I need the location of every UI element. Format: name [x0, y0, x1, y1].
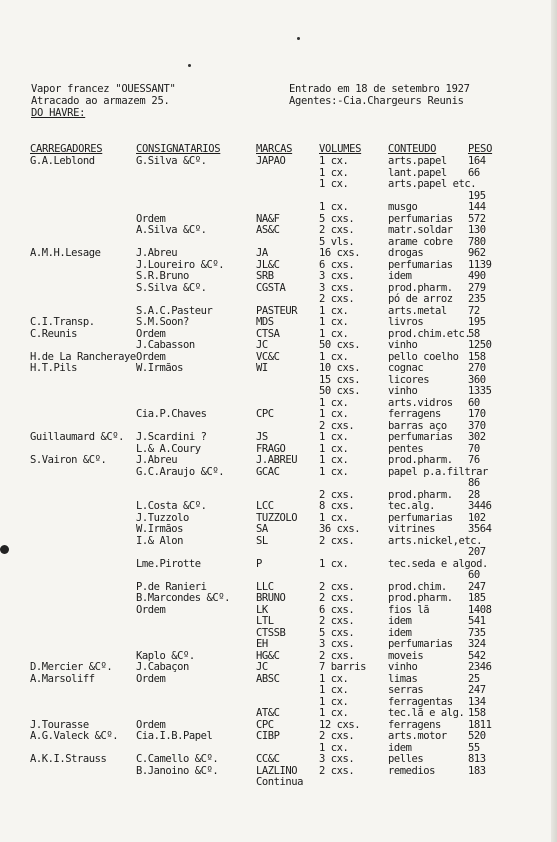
cell-mark: JAPAO: [256, 155, 286, 167]
cell-mark: Continua: [256, 776, 303, 788]
table-row: [0, 271, 557, 283]
cell-mark: JS: [256, 431, 268, 443]
cell-volume: 6 cxs.: [319, 603, 355, 616]
header-right: [289, 83, 470, 107]
cell-weight: 158: [468, 350, 486, 363]
entry-date: Entrado em 18 de setembro 1927: [289, 83, 470, 95]
cell-weight: 324: [468, 638, 486, 650]
cell-content: arts.nickel,etc.: [388, 534, 482, 547]
cell-shipper: H.de La Rancheraye: [30, 350, 136, 363]
cell-volume: 50 cxs.: [319, 385, 361, 397]
cell-mark: AT&C: [256, 707, 280, 719]
cell-mark: JC: [256, 339, 268, 351]
cell-content: tec.alg.: [388, 500, 435, 512]
cell-mark: SA: [256, 523, 268, 535]
cell-weight: 134: [468, 695, 486, 708]
table-row: [0, 639, 557, 651]
cell-volume: 1 cx.: [319, 672, 349, 685]
cell-content: serras: [388, 684, 424, 696]
cell-consignee: Lme.Pirotte: [136, 557, 201, 570]
table-row: [0, 363, 557, 375]
cell-content: vinho: [388, 385, 418, 397]
cell-consignee: Ordem: [136, 718, 166, 731]
cell-content: perfumarias: [388, 431, 453, 443]
cell-weight: 247: [468, 684, 486, 696]
vessel-name: Vapor francez "OUESSANT": [31, 83, 176, 95]
cell-consignee: Ordem: [136, 327, 166, 340]
cell-shipper: G.A.Leblond: [30, 155, 95, 167]
cell-consignee: L.& A.Coury: [136, 442, 201, 455]
cell-weight: 144: [468, 201, 486, 213]
cell-volume: 7 barris: [319, 661, 366, 673]
cell-volume: 5 vls.: [319, 235, 355, 248]
cell-consignee: G.C.Araujo &Cº.: [136, 465, 225, 478]
cell-content: fios lã: [388, 603, 430, 616]
cell-volume: 5 cxs.: [319, 212, 355, 225]
cell-consignee: Cia.I.B.Papel: [136, 730, 213, 742]
cell-mark: LK: [256, 603, 268, 616]
cell-volume: 1 cx.: [319, 695, 349, 708]
table-row: [0, 317, 557, 329]
table-row: [0, 225, 557, 237]
cell-consignee: Ordem: [136, 603, 166, 616]
cell-weight: 270: [468, 362, 486, 374]
cell-weight: 3564: [468, 523, 492, 535]
table-row: [0, 777, 557, 789]
cell-volume: 2 cxs.: [319, 730, 355, 742]
col-header-contents: CONTEUDO: [388, 143, 437, 155]
cell-consignee: Ordem: [136, 350, 166, 363]
cell-volume: 1 cx.: [319, 316, 349, 328]
cell-volume: 3 cxs.: [319, 270, 355, 282]
cell-mark: JA: [256, 247, 268, 259]
cell-volume: 1 cx.: [319, 684, 349, 696]
table-row: [0, 455, 557, 467]
cell-consignee: J.Abreu: [136, 454, 178, 466]
cell-shipper: H.T.Pils: [30, 362, 77, 374]
cell-volume: 1 cx.: [319, 454, 349, 466]
cell-volume: 2 cxs.: [319, 592, 355, 604]
cell-consignee: Kaplo &Cº.: [136, 649, 195, 662]
cell-volume: 2 cxs.: [319, 419, 355, 432]
cell-consignee: S.Silva &Cº.: [136, 281, 207, 294]
cell-volume: 36 cxs.: [319, 523, 361, 535]
cell-volume: 12 cxs.: [319, 718, 361, 731]
cell-volume: 1 cx.: [319, 304, 349, 317]
cell-content: arts.papel etc.: [388, 178, 477, 190]
cell-weight: 370: [468, 419, 486, 432]
cell-shipper: S.Vairon &Cº.: [30, 454, 107, 466]
table-row: [0, 708, 557, 720]
cell-volume: 2 cxs.: [319, 293, 355, 305]
cell-consignee: G.Silva &Cº.: [136, 155, 207, 167]
cell-weight: 28: [468, 488, 480, 501]
cell-content: arts.motor: [388, 730, 447, 742]
cell-mark: LAZLINO: [256, 764, 298, 777]
cell-consignee: P.de Ranieri: [136, 580, 207, 593]
cell-consignee: A.Silva &Cº.: [136, 224, 207, 236]
cell-mark: FRAGO: [256, 442, 286, 455]
cell-volume: 1 cx.: [319, 465, 349, 478]
table-row: [0, 547, 557, 559]
cell-volume: 1 cx.: [319, 431, 349, 443]
cell-volume: 8 cxs.: [319, 500, 355, 512]
table-row: [0, 432, 557, 444]
cell-content: ferragens: [388, 718, 441, 731]
table-row: [0, 340, 557, 352]
cell-content: musgo: [388, 201, 418, 213]
cell-weight: 195: [468, 189, 486, 202]
cell-volume: 3 cxs.: [319, 753, 355, 765]
cell-volume: 2 cxs.: [319, 580, 355, 593]
cell-volume: 1 cx.: [319, 201, 349, 213]
table-row: [0, 202, 557, 214]
cell-content: arame cobre: [388, 235, 453, 248]
cell-volume: 1 cx.: [319, 408, 349, 420]
cell-content: livros: [388, 316, 424, 328]
agents: Agentes:-Cia.Chargeurs Reunis: [289, 95, 464, 107]
cell-weight: 207: [468, 546, 486, 558]
cell-volume: 1 cx.: [319, 155, 349, 167]
cell-mark: JL&C: [256, 258, 280, 271]
table-row: [0, 731, 557, 743]
berth-info: Atracado ao armazem 25.: [31, 95, 170, 107]
cell-content: pó de arroz: [388, 293, 453, 305]
cell-content: licores: [388, 373, 430, 386]
cell-mark: JC: [256, 661, 268, 673]
cell-consignee: S.R.Bruno: [136, 270, 189, 282]
header-left: [31, 83, 176, 119]
cell-weight: 1335: [468, 385, 492, 397]
cell-weight: 86: [468, 477, 480, 489]
cell-weight: 185: [468, 592, 486, 604]
cell-shipper: J.Tourasse: [30, 718, 89, 731]
table-row: [0, 409, 557, 421]
cell-weight: 102: [468, 511, 486, 524]
cell-volume: 1 cx.: [319, 442, 349, 455]
cell-volume: 5 cxs.: [319, 626, 355, 639]
table-row: [0, 386, 557, 398]
cell-mark: CPC: [256, 408, 274, 420]
cell-volume: 2 cxs.: [319, 534, 355, 547]
cell-weight: 158: [468, 707, 486, 719]
cell-content: prod.pharm.: [388, 592, 453, 604]
table-row: [0, 616, 557, 628]
cell-mark: GCAC: [256, 465, 280, 478]
cell-mark: VC&C: [256, 350, 280, 363]
cell-content: papel p.a.filtrar: [388, 465, 488, 478]
table-row: [0, 593, 557, 605]
cell-weight: 302: [468, 431, 486, 443]
cell-mark: BRUNO: [256, 592, 286, 604]
cell-mark: J.ABREU: [256, 454, 298, 466]
cell-content: arts.metal: [388, 304, 447, 317]
cell-volume: 1 cx.: [319, 178, 349, 190]
table-row: [0, 478, 557, 490]
cell-consignee: Cia.P.Chaves: [136, 408, 207, 420]
cell-content: matr.soldar: [388, 224, 453, 236]
cell-shipper: C.Reunis: [30, 327, 77, 340]
cell-content: remedios: [388, 764, 435, 777]
cell-mark: PASTEUR: [256, 304, 298, 317]
cell-volume: 2 cxs.: [319, 615, 355, 627]
cell-content: limas: [388, 672, 418, 685]
table-row: [0, 524, 557, 536]
cell-volume: 1 cx.: [319, 166, 349, 179]
cell-mark: HG&C: [256, 649, 280, 662]
table-row: [0, 662, 557, 674]
cell-volume: 1 cx.: [319, 350, 349, 363]
cell-consignee: S.M.Soon?: [136, 316, 189, 328]
cell-shipper: A.G.Valeck &Cº.: [30, 730, 119, 742]
cell-mark: CC&C: [256, 753, 280, 765]
cell-content: drogas: [388, 247, 424, 259]
cell-weight: 60: [468, 396, 480, 409]
cell-weight: 55: [468, 741, 480, 754]
cell-content: barras aço: [388, 419, 447, 432]
cell-content: perfumarias: [388, 638, 453, 650]
cell-volume: 2 cxs.: [319, 649, 355, 662]
table-row: [0, 754, 557, 766]
cell-content: idem: [388, 741, 412, 754]
col-header-shippers: CARREGADORES: [30, 143, 103, 155]
cell-mark: SL: [256, 534, 268, 547]
cell-volume: 1 cx.: [319, 741, 349, 754]
table-row: [0, 179, 557, 191]
cell-volume: 50 cxs.: [319, 339, 361, 351]
cell-content: moveis: [388, 649, 424, 662]
cell-consignee: B.Janoino &Cº.: [136, 764, 219, 777]
cell-weight: 780: [468, 235, 486, 248]
cell-weight: 183: [468, 764, 486, 777]
col-header-consignees: CONSIGNATARIOS: [136, 143, 221, 155]
table-row: [0, 248, 557, 260]
cell-consignee: J.Tuzzolo: [136, 511, 189, 524]
cell-weight: 170: [468, 408, 486, 420]
cell-shipper: A.K.I.Strauss: [30, 753, 107, 765]
cell-weight: 360: [468, 373, 486, 386]
cell-weight: 520: [468, 730, 486, 742]
cell-mark: AS&C: [256, 224, 280, 236]
table-row: [0, 685, 557, 697]
cell-mark: CTSSB: [256, 626, 286, 639]
cell-content: arts.vidros: [388, 396, 453, 409]
cell-weight: 962: [468, 247, 486, 259]
cell-mark: LCC: [256, 500, 274, 512]
cell-consignee: J.Cabaçon: [136, 661, 189, 673]
cell-content: prod.chim.etc.: [388, 327, 471, 340]
cell-consignee: C.Camello &Cº.: [136, 753, 219, 765]
cell-content: cognac: [388, 362, 424, 374]
cell-content: perfumarias: [388, 212, 453, 225]
cell-weight: 66: [468, 166, 480, 179]
cell-weight: 58: [468, 327, 480, 340]
cell-mark: LLC: [256, 580, 274, 593]
cell-volume: 2 cxs.: [319, 488, 355, 501]
cell-content: tec.lã e alg.: [388, 707, 465, 719]
cell-volume: 1 cx.: [319, 707, 349, 719]
cell-volume: 1 cx.: [319, 511, 349, 524]
cell-content: ferragens: [388, 408, 441, 420]
cell-content: prod.chim.: [388, 580, 447, 593]
cell-shipper: A.Marsoliff: [30, 672, 95, 685]
cell-volume: 1 cx.: [319, 327, 349, 340]
cell-content: perfumarias: [388, 258, 453, 271]
cell-volume: 6 cxs.: [319, 258, 355, 271]
cell-weight: 3446: [468, 500, 492, 512]
cell-mark: CPC: [256, 718, 274, 731]
cell-content: perfumarias: [388, 511, 453, 524]
cell-mark: ABSC: [256, 672, 280, 685]
cell-weight: 490: [468, 270, 486, 282]
cell-volume: 15 cxs.: [319, 373, 361, 386]
col-header-weight: PESO: [468, 143, 493, 155]
cell-content: idem: [388, 615, 412, 627]
cell-volume: 1 cx.: [319, 396, 349, 409]
table-row: [0, 156, 557, 168]
cell-shipper: C.I.Transp.: [30, 316, 95, 328]
cell-mark: NA&F: [256, 212, 280, 225]
cell-weight: 235: [468, 293, 486, 305]
cell-weight: 735: [468, 626, 486, 639]
cell-mark: CIBP: [256, 730, 280, 742]
table-row: [0, 501, 557, 513]
cell-consignee: Ordem: [136, 212, 166, 225]
cell-weight: 813: [468, 753, 486, 765]
cell-mark: SRB: [256, 270, 274, 282]
cell-volume: 16 cxs.: [319, 247, 361, 259]
cell-mark: P: [256, 557, 262, 570]
cell-weight: 1811: [468, 718, 492, 731]
cell-content: pello coelho: [388, 350, 459, 363]
cell-weight: 70: [468, 442, 480, 455]
cell-shipper: A.M.H.Lesage: [30, 247, 101, 259]
cell-weight: 60: [468, 569, 480, 581]
cell-content: idem: [388, 626, 412, 639]
cell-consignee: J.Loureiro &Cº.: [136, 258, 225, 271]
cell-content: vitrines: [388, 523, 435, 535]
cell-consignee: L.Costa &Cº.: [136, 500, 207, 512]
cell-consignee: B.Marcondes &Cº.: [136, 592, 230, 604]
cell-weight: 542: [468, 649, 486, 662]
cell-content: vinho: [388, 661, 418, 673]
cell-content: ferragentas: [388, 695, 453, 708]
cell-mark: CTSA: [256, 327, 280, 340]
cell-content: vinho: [388, 339, 418, 351]
cell-content: pentes: [388, 442, 424, 455]
cell-volume: 1 cx.: [319, 557, 349, 570]
table-row: [0, 294, 557, 306]
cell-volume: 3 cxs.: [319, 281, 355, 294]
cell-weight: 195: [468, 316, 486, 328]
cell-mark: CGSTA: [256, 281, 286, 294]
cell-consignee: I.& Alon: [136, 534, 183, 547]
cell-content: idem: [388, 270, 412, 282]
cell-shipper: Guillaumard &Cº.: [30, 431, 124, 443]
cell-content: prod.pharm.: [388, 488, 453, 501]
cell-consignee: J.Scardini ?: [136, 431, 207, 443]
speck: [297, 37, 300, 40]
cell-weight: 76: [468, 454, 480, 466]
cell-shipper: D.Mercier &Cº.: [30, 661, 113, 673]
manifest-rows: [0, 156, 557, 789]
cell-consignee: S.A.C.Pasteur: [136, 304, 213, 317]
cell-content: lant.papel: [388, 166, 447, 179]
cell-volume: 10 cxs.: [319, 362, 361, 374]
col-header-marks: MARCAS: [256, 143, 293, 155]
speck: [188, 64, 191, 67]
cell-weight: 541: [468, 615, 486, 627]
cell-consignee: W.Irmãos: [136, 523, 183, 535]
origin-port: DO HAVRE:: [31, 107, 86, 119]
cell-consignee: J.Abreu: [136, 247, 178, 259]
cell-mark: WI: [256, 362, 268, 374]
cell-volume: 3 cxs.: [319, 638, 355, 650]
cell-weight: 1139: [468, 258, 492, 271]
col-header-volumes: VOLUMES: [319, 143, 362, 155]
cell-content: arts.papel: [388, 155, 447, 167]
cell-volume: 2 cxs.: [319, 224, 355, 236]
cell-weight: 25: [468, 672, 480, 685]
table-row: [0, 570, 557, 582]
cell-mark: LTL: [256, 615, 274, 627]
cell-mark: TUZZOLO: [256, 511, 298, 524]
cell-mark: EH: [256, 638, 268, 650]
cell-weight: 2346: [468, 661, 492, 673]
cell-consignee: J.Cabasson: [136, 339, 195, 351]
cell-weight: 1250: [468, 339, 492, 351]
cell-weight: 1408: [468, 603, 492, 616]
cell-weight: 130: [468, 224, 486, 236]
cell-content: prod.pharm.: [388, 281, 453, 294]
cell-weight: 572: [468, 212, 486, 225]
cell-mark: MDS: [256, 316, 274, 328]
cell-consignee: W.Irmãos: [136, 362, 183, 374]
cell-volume: 2 cxs.: [319, 764, 355, 777]
cell-weight: 279: [468, 281, 486, 294]
cell-weight: 247: [468, 580, 486, 593]
cell-weight: 72: [468, 304, 480, 317]
cell-consignee: Ordem: [136, 672, 166, 685]
cell-content: prod.pharm.: [388, 454, 453, 466]
cell-weight: 164: [468, 155, 486, 167]
cell-content: pelles: [388, 753, 424, 765]
cell-content: tec.seda e algod.: [388, 557, 488, 570]
